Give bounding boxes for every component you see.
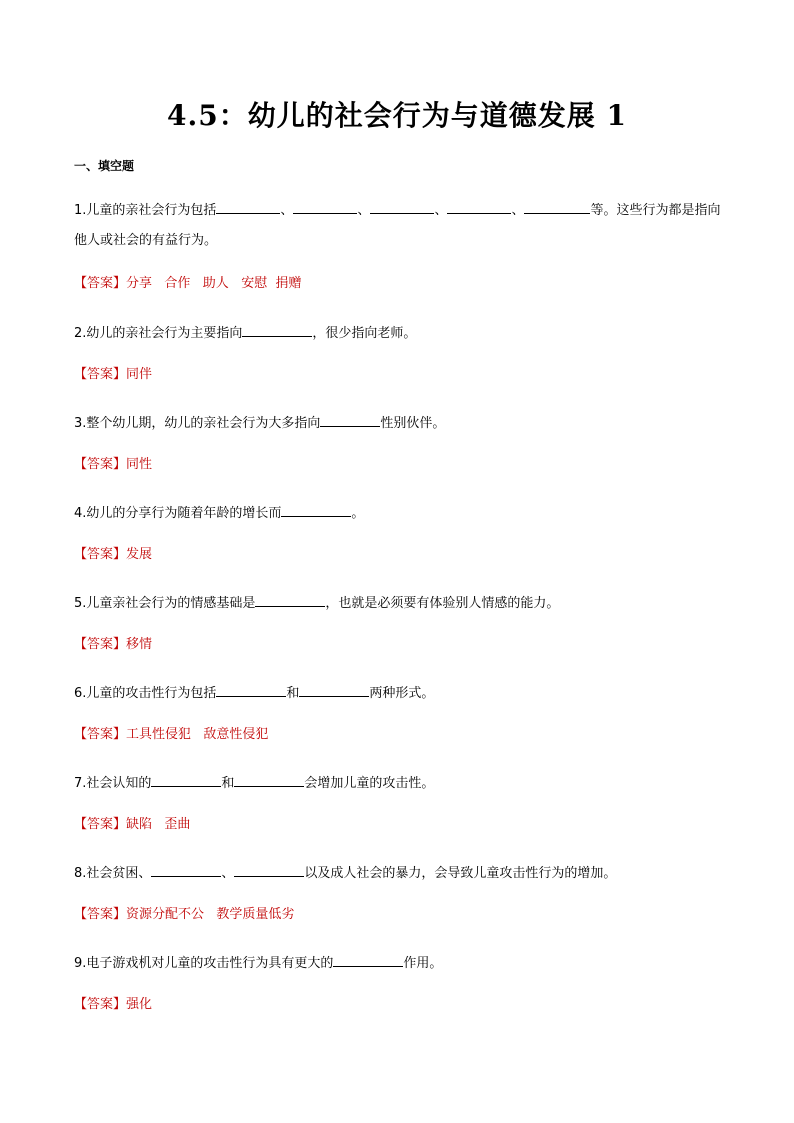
answer-tag: 【答案】	[74, 637, 127, 652]
answer-blank	[216, 682, 286, 697]
answer-blank	[242, 322, 312, 337]
answer-blank	[447, 199, 511, 214]
answer-blank	[234, 862, 304, 877]
question-text: 8.社会贫困、 、 以及成人社会的暴力，会导致儿童攻击性行为的增加。	[74, 859, 724, 889]
question-item	[74, 949, 724, 1015]
question-text: 4.幼儿的分享行为随着年龄的增长而 。	[74, 499, 724, 529]
answer-line	[74, 365, 724, 385]
question-item	[74, 679, 724, 745]
answer-tag: 【答案】	[74, 547, 127, 562]
answer-blank	[524, 199, 590, 214]
section-heading: 一、填空题	[74, 159, 135, 173]
answer-blank	[370, 199, 434, 214]
answer-text: 同性	[126, 457, 153, 472]
answer-tag: 【答案】	[74, 276, 127, 291]
answer-tag: 【答案】	[74, 907, 127, 922]
page-title: 4.5：幼儿的社会行为与道德发展 1	[167, 99, 627, 132]
answer-blank	[299, 682, 369, 697]
answer-line	[74, 905, 724, 925]
answer-line	[74, 725, 724, 745]
question-item	[74, 859, 724, 925]
answer-text: 缺陷 歪曲	[126, 817, 191, 832]
question-text: 5.儿童亲社会行为的情感基础是 ，也就是必须要有体验别人情感的能力。	[74, 589, 724, 619]
answer-tag: 【答案】	[74, 457, 127, 472]
answer-blank	[281, 502, 351, 517]
question-item	[74, 196, 724, 294]
answer-line	[74, 455, 724, 475]
answer-text: 工具性侵犯 敌意性侵犯	[126, 727, 269, 742]
question-text: 7.社会认知的 和 会增加儿童的攻击性。	[74, 769, 724, 799]
question-text: 9.电子游戏机对儿童的攻击性行为具有更大的 作用。	[74, 949, 724, 979]
answer-tag: 【答案】	[74, 367, 127, 382]
answer-text: 同伴	[126, 367, 153, 382]
answer-blank	[151, 862, 221, 877]
answer-blank	[255, 592, 325, 607]
question-text: 2.幼儿的亲社会行为主要指向 ，很少指向老师。	[74, 319, 724, 349]
answer-line	[74, 995, 724, 1015]
answer-text: 分享 合作 助人 安慰 捐赠	[126, 276, 302, 291]
answer-text: 资源分配不公 教学质量低劣	[126, 907, 295, 922]
answer-text: 移情	[126, 637, 153, 652]
answer-blank	[333, 952, 403, 967]
question-item	[74, 769, 724, 835]
question-text: 6.儿童的攻击性行为包括 和 两种形式。	[74, 679, 724, 709]
answer-blank	[293, 199, 357, 214]
answer-text: 发展	[126, 547, 153, 562]
question-item	[74, 409, 724, 475]
answer-tag: 【答案】	[74, 817, 127, 832]
question-item	[74, 319, 724, 385]
answer-line	[74, 815, 724, 835]
answer-text: 强化	[126, 997, 153, 1012]
answer-blank	[234, 772, 304, 787]
answer-blank	[216, 199, 280, 214]
answer-tag: 【答案】	[74, 997, 127, 1012]
answer-blank	[320, 412, 380, 427]
answer-line	[74, 545, 724, 565]
question-item	[74, 589, 724, 655]
question-text: 1.儿童的亲社会行为包括 、 、 、 、 等。这些行为都是指向他人或社会的有益行为。	[74, 196, 724, 256]
question-item	[74, 499, 724, 565]
answer-blank	[151, 772, 221, 787]
answer-line	[74, 635, 724, 655]
question-text: 3.整个幼儿期，幼儿的亲社会行为大多指向 性别伙伴。	[74, 409, 724, 439]
answer-line	[74, 274, 724, 294]
answer-tag: 【答案】	[74, 727, 127, 742]
